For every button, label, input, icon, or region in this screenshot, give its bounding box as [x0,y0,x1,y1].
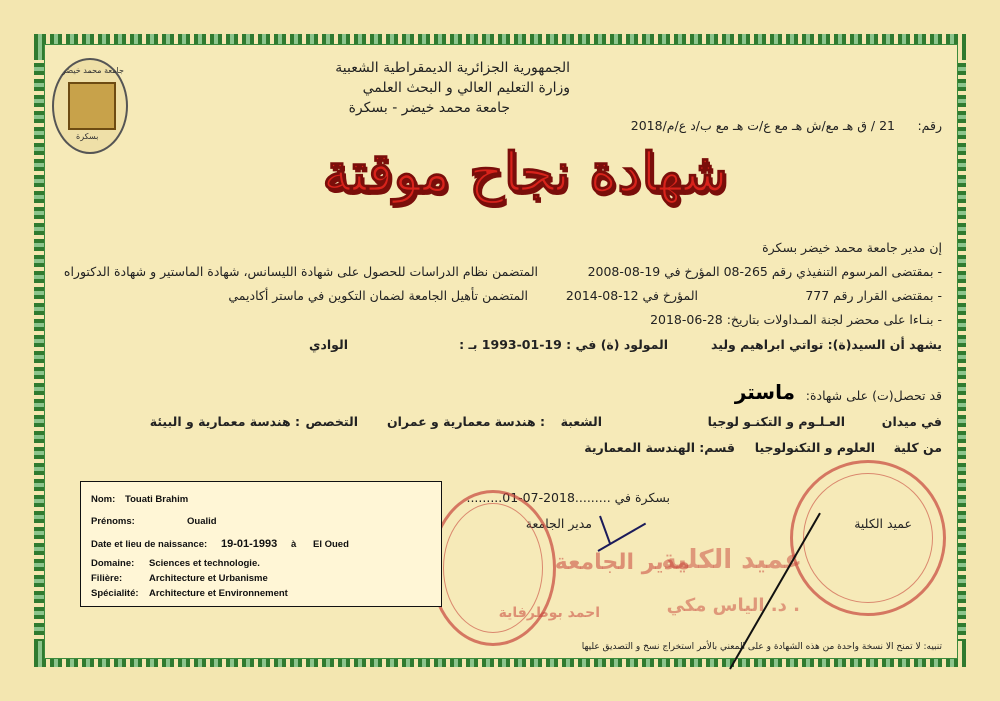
department-label: قسم: [699,440,735,455]
header-republic: الجمهورية الجزائرية الديمقراطية الشعبية [335,60,570,76]
prenoms-label: Prénoms: [91,516,135,527]
speciality-label: التخصص [305,414,358,429]
birth-place: الوادي [309,337,348,352]
header-university: جامعة محمد خيضر - بسكرة [348,100,510,116]
degree-name: ماستر [734,380,795,404]
birth-place-latin: El Oued [313,539,349,550]
attest-line: يشهد أن السيد(ة): تواتي ابراهيم وليد [711,337,942,352]
rector-label: مدير الجامعة [525,516,592,531]
minutes-line: - بنـاءا على محضر لجنة المـداولات بتاريخ: 28-06-2018 [650,312,942,327]
domaine-label: Domaine: [91,558,135,569]
nom-value: Touati Brahim [125,494,189,505]
latin-info-box [80,481,442,607]
header-ministry: وزارة التعليم العالي و البحث العلمي [362,80,570,96]
logo-text-top: جامعة محمد خيضر [62,66,124,75]
place-date: بسكرة في .........2018-07-01......... [466,490,670,505]
birth-a: à [291,539,297,550]
decree-line: - بمقتضى المرسوم التنفيذي رقم 265-08 المؤرخ في 19-08-2008 [587,264,942,279]
certificate-title: شهادة نجاح موقتة [322,140,728,204]
domaine-value: Sciences et technologie. [149,558,260,569]
dean-label: عميد الكلية [854,516,912,531]
decision-line-rest: المتضمن تأهيل الجامعة لضمان التكوين في ماستر أكاديمي [228,288,528,303]
nom-label: Nom: [91,494,116,505]
filiere-label: Filière: [91,573,123,584]
logo-text-bottom: بسكرة [76,132,99,141]
faculty-label: من كلية [893,440,942,455]
decree-line-rest: المتضمن نظام الدراسات للحصول على شهادة الليسانس، شهادة الماستير و شهادة الدكتوراه [63,264,538,279]
rector-name-stamp: احمد بوطرفاية [498,605,600,621]
branch-value: : هندسة معمارية و عمران [386,414,545,429]
rector-title-stamp: مدير الجامعة [554,550,690,575]
domain-value: العـلـوم و التكنـو لوجيا [707,414,845,429]
dean-title-stamp: عميد الكلية [661,545,802,575]
domain-label: في ميدان [881,414,942,429]
speciality-value: : هندسة معمارية و البيئة [149,414,300,429]
birth-label: Date et lieu de naissance: [91,539,208,550]
specialite-label: Spécialité: [91,588,139,599]
footer-note: تنبيه: لا تمنح الا نسخة واحدة من هذه الشهادة و على المعني بالأمر استخراج نسخ و التصديق عليها [581,642,942,652]
reference-number: 21 / ق هـ مع/ش هـ مع ع/ت هـ مع ب/د ع/م/2018 [630,118,895,133]
reference-label: رقم: [917,118,942,133]
department-value: الهندسة المعمارية [584,440,695,455]
director-line: إن مدير جامعة محمد خيضر بسكرة [762,240,942,255]
branch-label: الشعبة [560,414,602,429]
specialite-value: Architecture et Environnement [149,588,288,599]
faculty-stamp [790,460,946,616]
prenoms-value: Oualid [187,516,217,527]
birth-line: المولود (ة) في : 19-01-1993 بـ : [459,337,668,352]
filiere-value: Architecture et Urbanisme [149,573,268,584]
rector-stamp [430,490,556,646]
logo-emblem-icon [68,82,116,130]
decision-date: المؤرخ في 12-08-2014 [565,288,698,303]
faculty-value: العلوم و التكنولوجيا [754,440,875,455]
decision-line: - بمقتضى القرار رقم 777 [805,288,942,303]
birth-date: 19-01-1993 [221,538,278,550]
university-logo [52,58,128,154]
obtained-label: قد تحصل(ت) على شهادة: [805,388,942,403]
dean-name-stamp: . د. الياس مكي [666,595,800,616]
